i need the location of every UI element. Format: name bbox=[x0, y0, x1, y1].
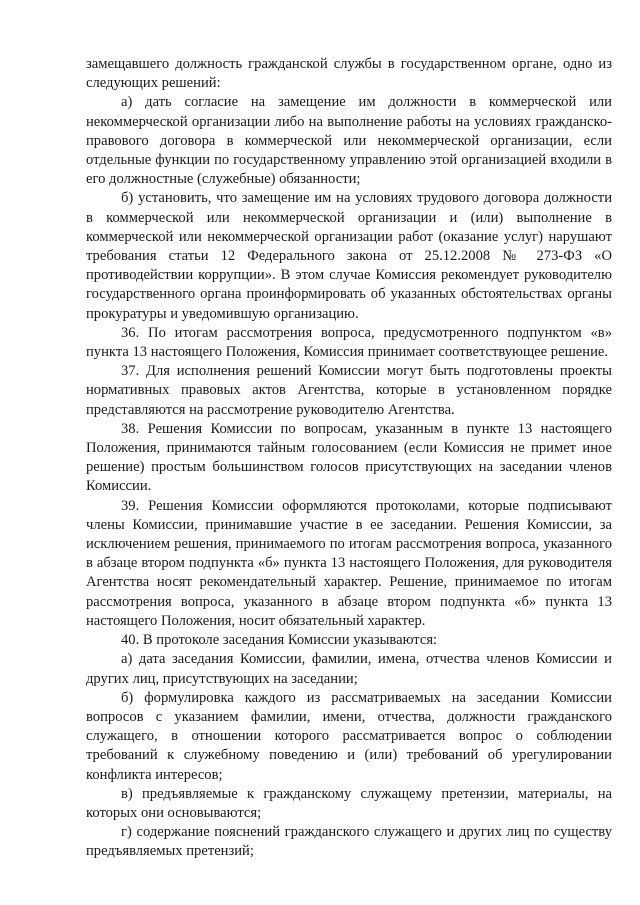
paragraph-intro: замещавшего должность гражданской службы в государственном органе, одно из следующих решений: bbox=[86, 56, 612, 92]
paragraph-40-g: г) содержание пояснений гражданского служащего и других лиц по существу предъявляемых претензий; bbox=[86, 824, 612, 860]
paragraph-40-v: в) предъявляемые к гражданскому служащему претензии, материалы, на которых они основываются; bbox=[86, 785, 612, 821]
paragraph-40-a: а) дата заседания Комиссии, фамилии, имена, отчества членов Комиссии и других лиц, присутствующих на заседании; bbox=[86, 651, 612, 687]
paragraph-39: 39. Решения Комиссии оформляются протоколами, которые подписывают члены Комиссии, принимавшие участие в ее заседании. Решения Комиссии, за исключением решения, принимаемого по итогам рассмотрения вопроса, указанного в абзаце втором подпункта «б» пункта 13 настоящего Положения, для руководителя Агентства носят рекомендательный характер. Решение, принимаемое по итогам рассмотрения вопроса, указанного в абзаце втором подпункта «б» пункта 13 настоящего Положения, носит обязательный характер. bbox=[86, 497, 612, 629]
paragraph-38: 38. Решения Комиссии по вопросам, указанным в пункте 13 настоящего Положения, принимаются тайным голосованием (если Комиссия не примет иное решение) простым большинством голосов присутствующих на заседании членов Комиссии. bbox=[86, 420, 612, 495]
paragraph-40-b: б) формулировка каждого из рассматриваемых на заседании Комиссии вопросов с указанием фамилии, имени, отчества, должности гражданского служащего, в отношении которого рассматривается вопрос о соблюдении требований к служебному поведению и (или) требований об урегулировании конфликта интересов; bbox=[86, 689, 612, 783]
paragraph-40: 40. В протоколе заседания Комиссии указываются: bbox=[121, 632, 438, 649]
paragraph-37: 37. Для исполнения решений Комиссии могут быть подготовлены проекты нормативных правовых актов Агентства, которые в установленном порядке представляются на рассмотрение руководителю Агентства. bbox=[86, 363, 612, 418]
paragraph-item-a: а) дать согласие на замещение им должности в коммерческой или некоммерческой организации либо на выполнение работы на условиях гражданско-правового договора в коммерческой или некоммерческой организации, если отдельные функции по государственному управлению этой организацией входили в его должностные (служебные) обязанности; bbox=[86, 94, 612, 188]
paragraph-36: 36. По итогам рассмотрения вопроса, предусмотренного подпунктом «в» пункта 13 настоящего Положения, Комиссия принимает соответствующее решение. bbox=[86, 324, 612, 361]
paragraph-item-b: б) установить, что замещение им на условиях трудового договора должности в коммерческой или некоммерческой организации и (или) выполнение в коммерческой или некоммерческой организации работ (оказание услуг) нарушают требования статьи 12 Федерального закона от 25.12.2008 № 273-ФЗ «О противодействии коррупции». В этом случае Комиссия рекомендует руководителю государственного органа проинформировать об указанных обстоятельствах органы прокуратуры и уведомившую организацию. bbox=[86, 190, 612, 322]
